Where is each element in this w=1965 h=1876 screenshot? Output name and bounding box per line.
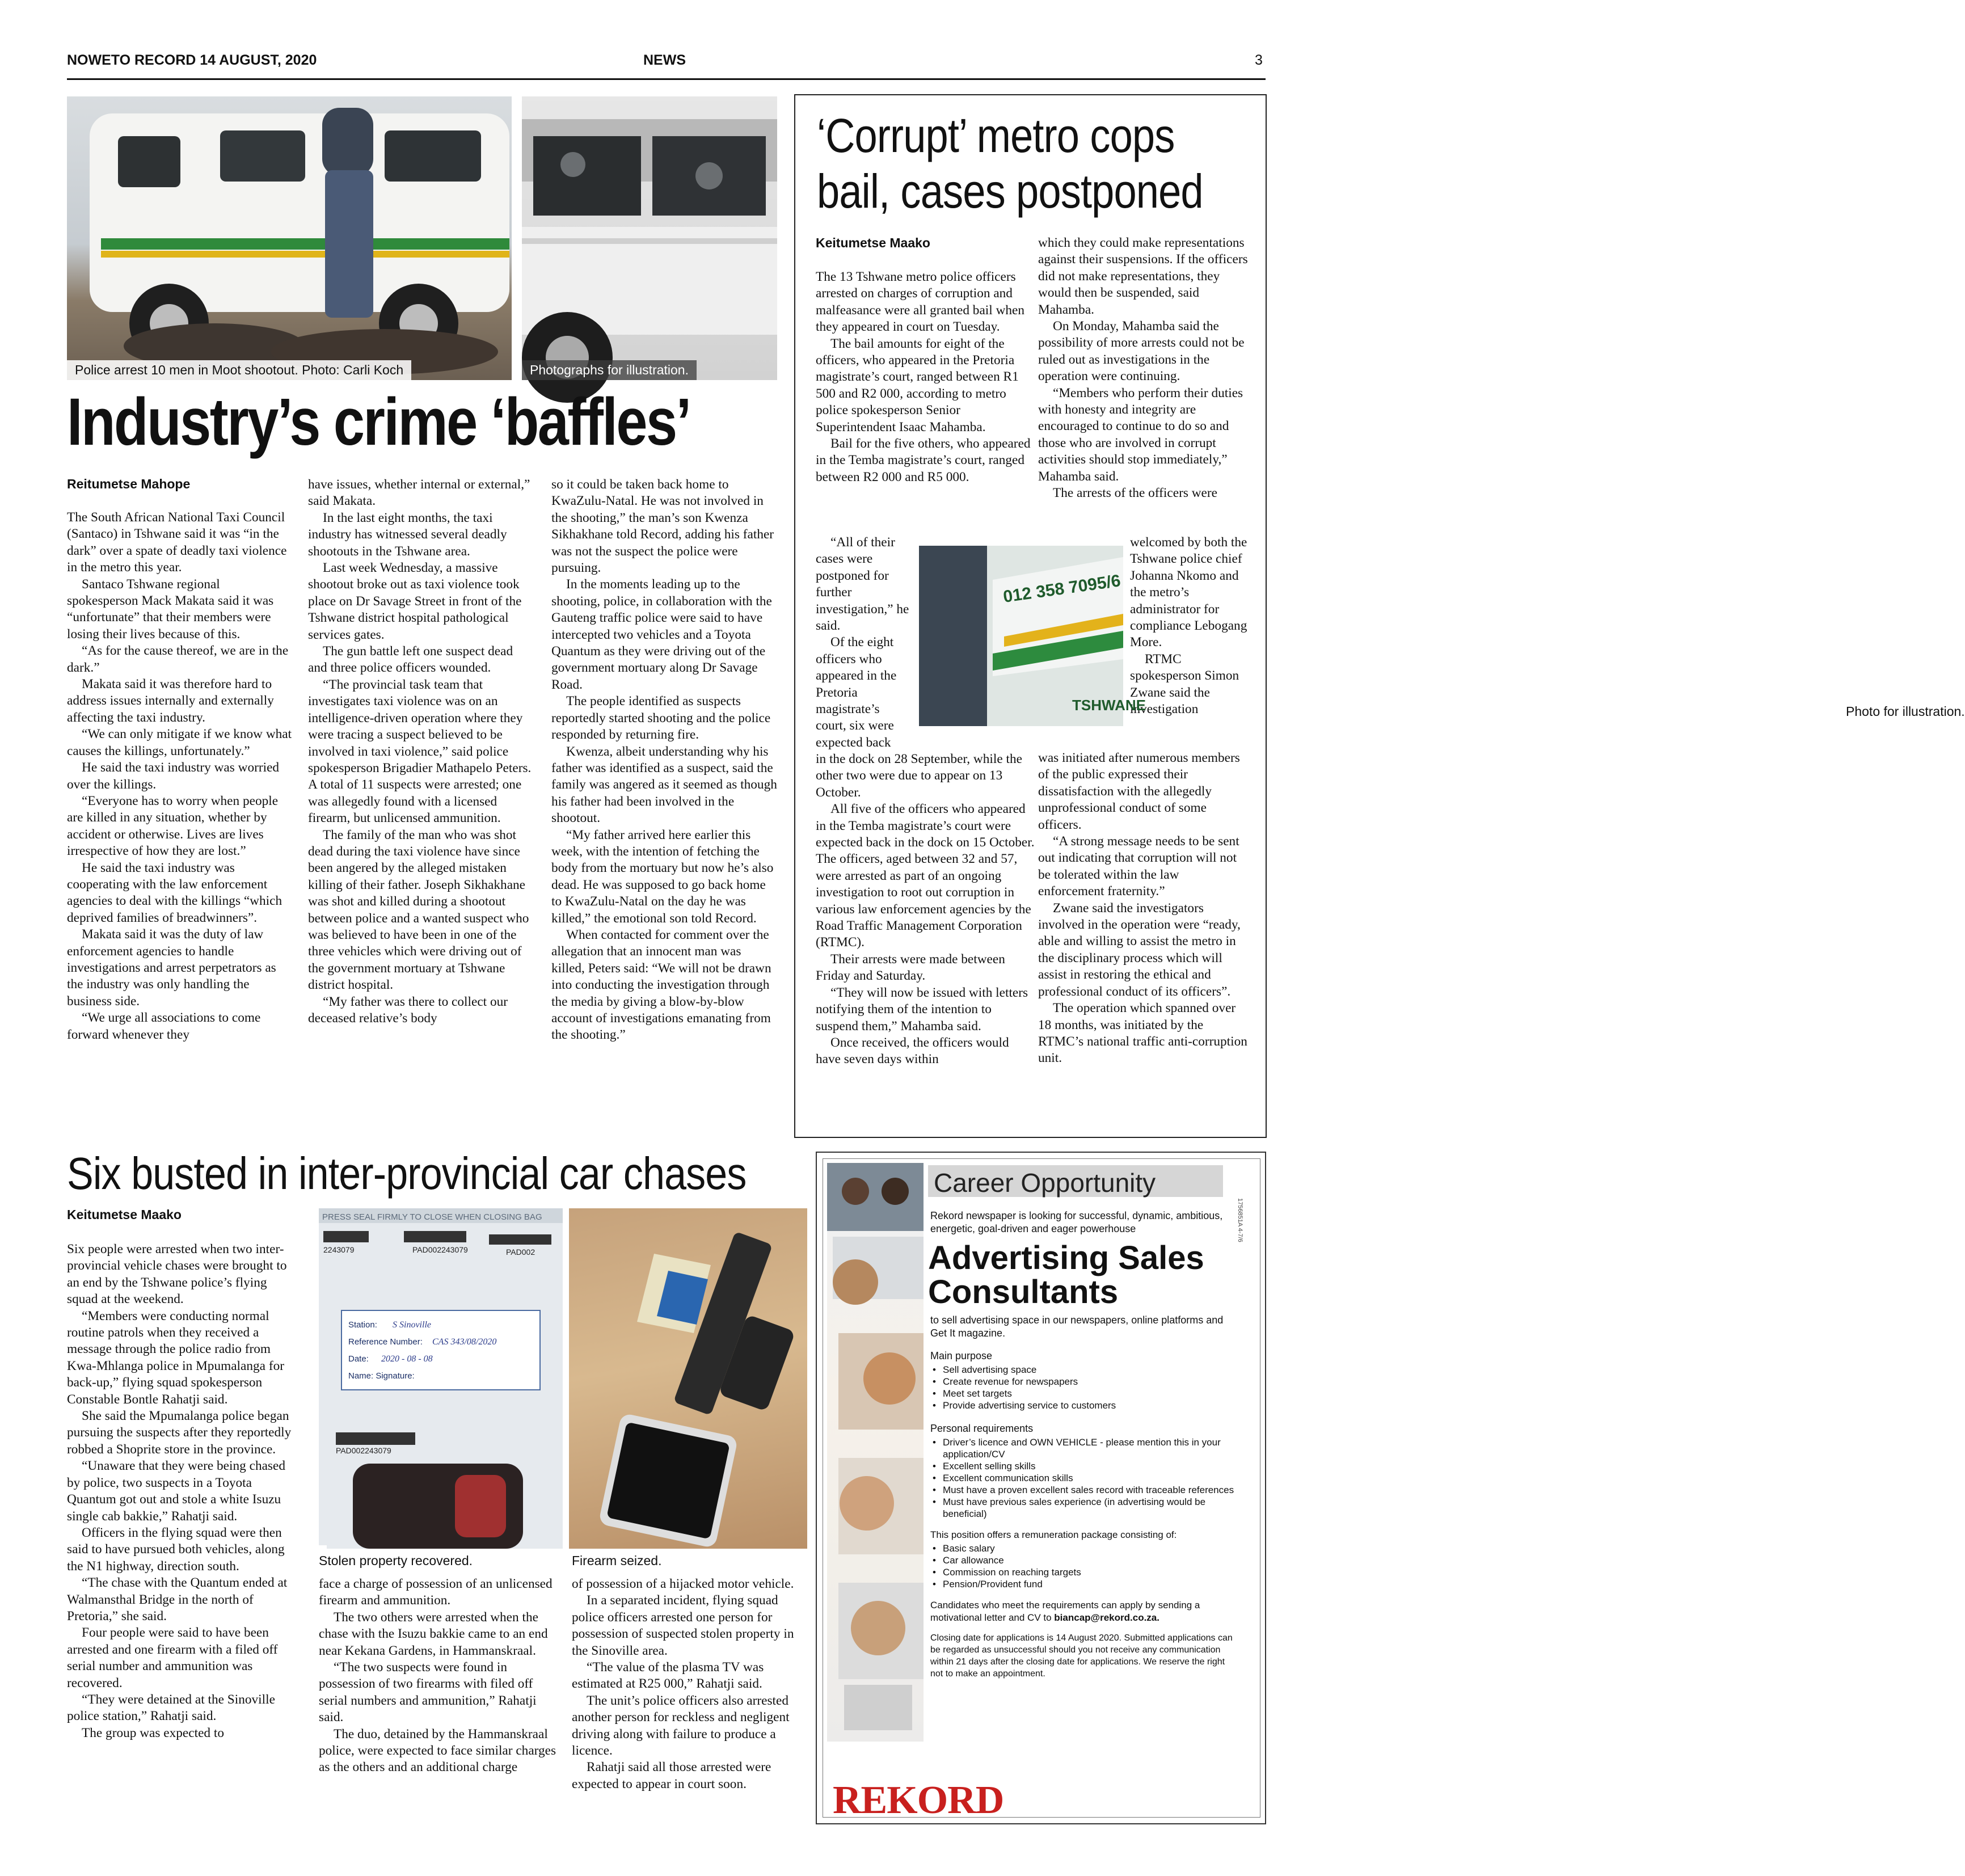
paragraph: which they could make representations against their suspensions. If the officers did not make representations, they would then be suspended, said Mahamba. bbox=[1038, 235, 1248, 317]
list-item: • Must have a proven excellent sales record with traceable references bbox=[943, 1484, 1237, 1496]
ad-subline: to sell advertising space in our newspapers, online platforms and Get It magazine. bbox=[930, 1314, 1224, 1339]
paragraph: The arrests of the officers were bbox=[1053, 486, 1217, 501]
paragraph: Last week Wednesday, a massive shootout broke out as taxi violence took place on Dr Savage Street in front of the Tshwane district hospital pathological services gates. bbox=[308, 560, 522, 642]
story-column bbox=[816, 269, 1036, 486]
story-column bbox=[308, 477, 534, 1027]
paragraph: have issues, whether internal or external,” said Makata. bbox=[308, 477, 530, 509]
evidence-bag-photo bbox=[319, 1208, 563, 1549]
photo-caption bbox=[319, 1545, 327, 1550]
paragraph: “They were detained at the Sinoville police station,” Rahatji said. bbox=[67, 1692, 275, 1724]
list-item: • Create revenue for newspapers bbox=[943, 1376, 1237, 1388]
photo-caption: Police arrest 10 men in Moot shootout. Photo: Carli Koch bbox=[67, 360, 411, 380]
list-item: • Car allowance bbox=[943, 1554, 1237, 1566]
career-ad bbox=[816, 1152, 1266, 1824]
ad-section-title: Personal requirements bbox=[930, 1423, 1034, 1434]
paragraph: RTMC spokesperson Simon Zwane said the investigation bbox=[1130, 651, 1239, 717]
bag-name-label: Name: Signature: bbox=[348, 1371, 415, 1381]
paragraph: “The two suspects were found in possession of two firearms with filed off serial numbers and ammunition,” Rahatji said. bbox=[319, 1660, 537, 1725]
ad-photo-collage bbox=[827, 1163, 924, 1742]
paragraph: He said the taxi industry was worried over the killings. bbox=[67, 760, 280, 792]
paragraph: welcomed by both the Tshwane police chief Johanna Nkomo and the metro’s administrator for compliance Lebogang More. bbox=[1130, 535, 1247, 650]
ad-title: Career Opportunity bbox=[934, 1168, 1156, 1198]
paragraph: The operation which spanned over 18 months, was initiated by the RTMC’s national traffic anti-corruption unit. bbox=[1038, 1001, 1247, 1066]
paragraph: “We urge all associations to come forward whenever they bbox=[67, 1010, 261, 1042]
paragraph: “We can only mitigate if we know what causes the killings, unfortunately.” bbox=[67, 727, 292, 758]
bag-code: 2243079 bbox=[323, 1245, 355, 1254]
page-number: 3 bbox=[1255, 52, 1263, 68]
paragraph: Makata said it was therefore hard to address issues internally and externally affecting the taxi industry. bbox=[67, 677, 274, 725]
paragraph: Bail for the five others, who appeared in the Temba magistrate’s court, ranged between R2 000 and R5 000. bbox=[816, 436, 1031, 484]
paragraph: “Members were conducting normal routine patrols when they received a message through the police radio from Kwa-Mhlanga police in Mpumalanga for back-up,” flying squad spokesperson Constable Bontle Rahatji said. bbox=[67, 1308, 284, 1407]
ad-section-title: This position offers a remuneration package consisting of: bbox=[930, 1529, 1177, 1540]
paragraph: “All of their cases were postponed for further investigation,” he said. bbox=[816, 535, 909, 634]
bag-date-label: Date: bbox=[348, 1354, 369, 1364]
headline-line: ‘Corrupt’ metro cops bbox=[817, 109, 1175, 162]
list-item: • Excellent communication skills bbox=[943, 1472, 1237, 1484]
paragraph: Zwane said the investigators involved in the operation were “ready, able and willing to assist the metro in the disciplinary process which will assist in restoring the ethical and professional conduct of its officers”. bbox=[1038, 900, 1241, 999]
paragraph: The two others were arrested when the chase with the Isuzu bakkie came to an end near Kekana Gardens, in Hammanskraal. bbox=[319, 1609, 548, 1658]
paragraph: Makata said it was the duty of law enforcement agencies to handle investigations and arrest perpetrators as the industry was only handling the business side. bbox=[67, 927, 276, 1009]
story-column bbox=[816, 751, 1036, 1068]
story-column bbox=[319, 1576, 563, 1776]
paragraph: The family of the man who was shot dead during the taxi violence have since been angered by the alleged mistaken killing of their father. Joseph Sikhakhane was shot and killed during a shootout between police and a wanted suspect who was believed to have been in one of the three vehicles which were driving out of the government mortuary at Tshwane district hospital. bbox=[308, 827, 529, 993]
ad-intro: Rekord newspaper is looking for successful, dynamic, ambitious, energetic, goal-driven and eager powerhouse bbox=[930, 1210, 1223, 1234]
paragraph: “They will now be issued with letters notifying them of the intention to suspend them,” Mahamba said. bbox=[816, 985, 1028, 1034]
shattered-taxi-illustration bbox=[522, 96, 777, 380]
paragraph: “Members who perform their duties with honesty and integrity are encouraged to continue to do so and those who are involved in corrupt activities should stop immediately,” Mahamba said. bbox=[1038, 385, 1243, 484]
byline: Reitumetse Mahope bbox=[67, 477, 191, 491]
list-item: • Basic salary bbox=[943, 1542, 1237, 1554]
firearm-illustration bbox=[569, 1208, 807, 1549]
paragraph: “The provincial task team that investigates taxi violence was on an intelligence-driven operation where they were tracing a suspect believed to be involved in taxi violence,” said police spokesperson Brigadier Mathapelo Peters. A total of 11 suspects were arrested; one was allegedly found with a licensed firearm, but unlicensed ammunition. bbox=[308, 677, 532, 826]
paragraph: Once received, the officers would have seven days within bbox=[816, 1035, 1009, 1067]
paragraph: All five of the officers who appeared in the Temba magistrate’s court were expected back in the dock on 15 October. The officers, aged between 32 and 57, were arrested as part of an ongoing investigation to root out corruption in various law enforcement agencies by the Road Traffic Management Corporation (RTMC). bbox=[816, 802, 1035, 950]
metro-vehicle-illustration bbox=[919, 546, 1146, 726]
ad-people-illustration bbox=[827, 1163, 924, 1742]
paragraph: “Everyone has to worry when people are killed in any situation, whether by accident or otherwise. Lives are lives irrespective of how they are lost.” bbox=[67, 793, 279, 859]
paragraph: Officers in the flying squad were then said to have pursued both vehicles, along the N1 highway, direction south. bbox=[67, 1525, 285, 1574]
paragraph: Their arrests were made between Friday and Saturday. bbox=[816, 951, 1005, 984]
ad-code: 1756851A 4-7/6 bbox=[1237, 1198, 1243, 1242]
paragraph: The bail amounts for eight of the officers, who appeared in the Pretoria magistrate’s court, ranged between R1 500 and R2 000, according to metro police spokesperson Senior Superintendent Isaac Mahamba. bbox=[816, 336, 1019, 435]
paragraph: so it could be taken back home to KwaZulu-Natal. He was not involved in the shooting,” the man’s son Kwenza Sikhakhane told Record, adding his father was not the suspect the police were pursuing. bbox=[551, 477, 774, 576]
paragraph: In a separated incident, flying squad police officers arrested one person for possession of suspected stolen property in the Sinoville area. bbox=[572, 1593, 794, 1658]
paragraph: of possession of a hijacked motor vehicle. bbox=[572, 1576, 794, 1591]
photo-caption: Photographs for illustration. bbox=[522, 360, 697, 380]
story-column bbox=[67, 1241, 298, 1742]
rekord-logo: REKORD bbox=[833, 1778, 1004, 1822]
story-column bbox=[572, 1576, 810, 1793]
header-rule bbox=[67, 78, 1266, 80]
paragraph: “As for the cause thereof, we are in the dark.” bbox=[67, 643, 289, 675]
story-column bbox=[1038, 235, 1248, 502]
paragraph: In the moments leading up to the shooting, police, in collaboration with the Gauteng traffic police were said to have intercepted two vehicles and a Toyota Quantum as they were driving out of the government mortuary along Dr Savage Road. bbox=[551, 577, 772, 692]
story-column bbox=[67, 509, 293, 1043]
byline: Keitumetse Maako bbox=[67, 1207, 182, 1222]
story-column bbox=[1038, 750, 1248, 1067]
byline: Keitumetse Maako bbox=[816, 235, 930, 250]
masthead-date: NOWETO RECORD 14 AUGUST, 2020 bbox=[67, 52, 317, 68]
vehicle-plate-text: 012 358 7095/6 bbox=[1002, 571, 1122, 606]
bag-code: PAD002243079 bbox=[412, 1245, 468, 1254]
bag-code: PAD002 bbox=[506, 1247, 535, 1257]
photo-caption: Stolen property recovered. bbox=[319, 1553, 473, 1568]
ad-section-title: Main purpose bbox=[930, 1350, 993, 1361]
story-headline bbox=[817, 108, 1203, 219]
paragraph: was initiated after numerous members of the public expressed their dissatisfaction with the allegedly unprofessional conduct of some officers. bbox=[1038, 751, 1240, 832]
bag-date-value: 2020 - 08 - 08 bbox=[381, 1354, 433, 1364]
list-item: • Meet set targets bbox=[943, 1388, 1237, 1399]
story-column-narrow bbox=[816, 534, 913, 751]
paragraph: She said the Mpumalanga police began pursuing the suspects after they reportedly robbed a Shoprite store in the province. bbox=[67, 1409, 292, 1457]
bag-ref-value: CAS 343/08/2020 bbox=[432, 1337, 497, 1347]
paragraph: Rahatji said all those arrested were expected to appear in court soon. bbox=[572, 1760, 771, 1791]
story-column bbox=[551, 477, 777, 1044]
ad-apply bbox=[930, 1599, 1237, 1624]
paragraph: “My father was there to collect our deceased relative’s body bbox=[308, 994, 508, 1026]
ad-role-line: Advertising Sales bbox=[928, 1240, 1204, 1276]
paragraph: face a charge of possession of an unlicensed firearm and ammunition. bbox=[319, 1576, 553, 1608]
story-column-narrow bbox=[1130, 534, 1249, 718]
ad-role-line: Consultants bbox=[928, 1274, 1119, 1310]
headline-line: bail, cases postponed bbox=[817, 165, 1203, 218]
list-item: • Commission on reaching targets bbox=[943, 1566, 1237, 1578]
list-item: • Driver’s licence and OWN VEHICLE - please mention this in your application/CV bbox=[943, 1436, 1237, 1460]
list-item: • Must have previous sales experience (in advertising would be beneficial) bbox=[943, 1496, 1237, 1520]
bag-ref-label: Reference Number: bbox=[348, 1337, 423, 1347]
bag-seal-text: PRESS SEAL FIRMLY TO CLOSE WHEN CLOSING BAG bbox=[322, 1212, 542, 1222]
paragraph: “The value of the plasma TV was estimated at R25 000,” Rahatji said. bbox=[572, 1660, 764, 1692]
paragraph: The unit’s police officers also arrested another person for reckless and negligent driving along with failure to produce a licence. bbox=[572, 1693, 790, 1759]
ad-purpose-list bbox=[930, 1364, 1237, 1411]
ad-package-list bbox=[930, 1542, 1237, 1590]
paragraph: The South African National Taxi Council (Santaco) in Tshwane said it was “in the dark” over a spate of deadly taxi violence in the metro this year. bbox=[67, 510, 287, 575]
paragraph: The group was expected to bbox=[82, 1725, 224, 1740]
paragraph: Santaco Tshwane regional spokesperson Mack Makata said it was “unfortunate” that their members were losing their lives because of this. bbox=[67, 576, 274, 642]
bag-station-label: Station: bbox=[348, 1320, 377, 1330]
story-headline: Industry’s crime ‘baffles’ bbox=[67, 385, 690, 459]
firearm-photo bbox=[569, 1208, 807, 1549]
paragraph: Four people were said to have been arrested and one firearm with a filed off serial number and ammunition was recovered. bbox=[67, 1625, 278, 1690]
ad-details bbox=[930, 1349, 1237, 1680]
ad-apply-email[interactable]: biancap@rekord.co.za. bbox=[1054, 1612, 1159, 1623]
paragraph: Six people were arrested when two inter-provincial vehicle chases were brought to an end by the Tshwane police’s flying squad at the weekend. bbox=[67, 1242, 287, 1307]
paragraph: “The chase with the Quantum ended at Walmansthal Bridge in the north of Pretoria,” she said. bbox=[67, 1575, 288, 1624]
evidence-bag-illustration bbox=[319, 1208, 563, 1549]
story-headline: Six busted in inter-provincial car chases bbox=[67, 1148, 747, 1199]
paragraph: In the last eight months, the taxi industry has witnessed several deadly shootouts in the Tshwane area. bbox=[308, 510, 507, 559]
ad-apply-text: Candidates who meet the requirements can apply by sending a motivational letter and CV to bbox=[930, 1600, 1200, 1623]
photo-caption: Firearm seized. bbox=[572, 1553, 662, 1568]
paragraph: “Unaware that they were being chased by police, two suspects in a Toyota Quantum got out and stole a white Isuzu single cab bakkie,” Rahatji said. bbox=[67, 1458, 285, 1524]
paragraph: in the dock on 28 September, while the other two were due to appear on 13 October. bbox=[816, 752, 1022, 800]
paragraph: Kwenza, albeit understanding why his father was identified as a suspect, said the family was angered as it seemed as though his father had been involved in the shootout. bbox=[551, 744, 777, 826]
taxi-arrest-illustration bbox=[67, 96, 512, 380]
ad-requirements-list bbox=[930, 1436, 1237, 1520]
list-item: • Sell advertising space bbox=[943, 1364, 1237, 1376]
paragraph: Of the eight officers who appeared in the Pretoria magistrate’s court, six were expected back bbox=[816, 635, 897, 750]
paragraph: The duo, detained by the Hammanskraal police, were expected to face similar charges as the others and an additional charge bbox=[319, 1726, 556, 1775]
bag-code: PAD002243079 bbox=[336, 1446, 391, 1455]
paragraph: He said the taxi industry was cooperating with the law enforcement agencies to deal with the killings “which deprived families of breadwinners”. bbox=[67, 860, 282, 925]
paragraph: The gun battle left one suspect dead and three police officers wounded. bbox=[308, 644, 513, 676]
ad-closing: Closing date for applications is 14 August 2020. Submitted applications can be regarded as unsuccessful should you not receive any communication within 21 days after the closing date for applications. We reserve the right not to make an appointment. bbox=[930, 1633, 1233, 1679]
vehicle-logo-text: TSHWANE bbox=[1072, 697, 1146, 714]
list-item: • Excellent selling skills bbox=[943, 1460, 1237, 1472]
paragraph: “My father arrived here earlier this week, with the intention of fetching the body from the mortuary but now he’s also dead. He was supposed to go back home to KwaZulu-Natal on the day he was killed,” the emotional son told Record. bbox=[551, 827, 774, 926]
taxi-windows-photo bbox=[522, 96, 777, 380]
list-item: • Provide advertising service to customers bbox=[943, 1399, 1237, 1411]
ad-role-title bbox=[928, 1241, 1204, 1309]
paragraph: The people identified as suspects reportedly started shooting and the police responded by returning fire. bbox=[551, 694, 771, 743]
paragraph: When contacted for comment over the allegation that an innocent man was killed, Peters said: “We will not be drawn into conducting the investigation through the media by giving a blow-by-blow account of investigations emanating from the shooting.” bbox=[551, 927, 771, 1043]
paragraph: On Monday, Mahamba said the possibility of more arrests could not be ruled out as investigations in the operation were continuing. bbox=[1038, 319, 1245, 384]
bag-station-value: S Sinoville bbox=[393, 1320, 431, 1330]
taxi-arrest-photo bbox=[67, 96, 512, 380]
paragraph: The 13 Tshwane metro police officers arrested on charges of corruption and malfeasance were all granted bail when they appeared in court on Tuesday. bbox=[816, 269, 1025, 335]
section-label: NEWS bbox=[643, 52, 686, 68]
list-item: • Pension/Provident fund bbox=[943, 1578, 1237, 1590]
photo-caption: Photo for illustration. bbox=[1838, 702, 1854, 722]
paragraph: “A strong message needs to be sent out indicating that corruption will not be tolerated within the law enforcement fraternity.” bbox=[1038, 834, 1239, 899]
